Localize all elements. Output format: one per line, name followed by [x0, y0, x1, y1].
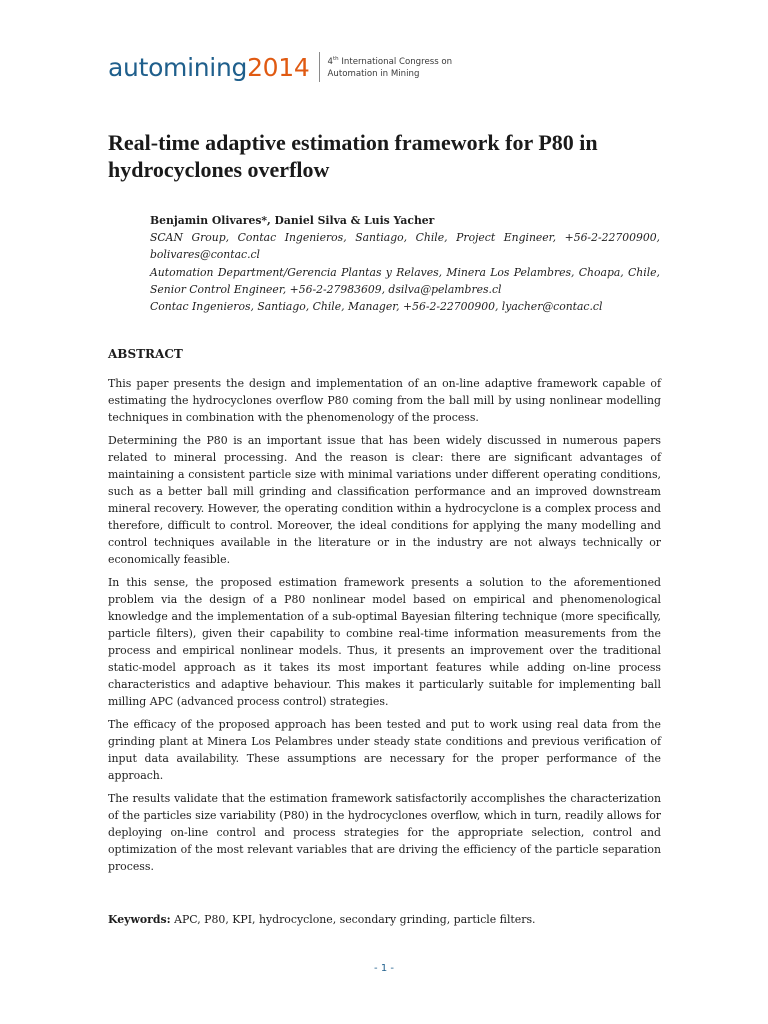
author-block: [150, 212, 660, 315]
abstract-paragraph: The results validate that the estimation framework satisfactorily accomplishes the characterization of the particles size variability (P80) in the hydrocyclones overflow, which in turn, readily allows for deploying on-line control and process strategies for the appropriate selection, control and optimization of the most relevant variables that are driving the efficiency of the particle separation process.: [108, 792, 661, 873]
congress-line-1-text: International Congress on: [338, 56, 453, 67]
affiliation-2: Automation Department/Gerencia Plantas y Relaves, Minera Los Pelambres, Choapa, Chile, Senior Control Engineer, +56-2-27983609, dsilva@pelambres.cl: [150, 265, 660, 296]
keywords: [108, 911, 661, 928]
header-divider: [319, 52, 320, 82]
congress-line-2: Automation in Mining: [327, 69, 420, 80]
abstract-paragraph: The efficacy of the proposed approach has been tested and put to work using real data from the grinding plant at Minera Los Pelambres under steady state conditions and previous verification of input data availability. These assumptions are necessary for the proper performance of the approach.: [108, 718, 661, 782]
author-names: Benjamin Olivares*, Daniel Silva & Luis Yacher: [150, 214, 435, 227]
abstract-heading: ABSTRACT: [108, 347, 183, 361]
abstract-paragraph: This paper presents the design and implementation of an on-line adaptive framework capable of estimating the hydrocyclones overflow P80 coming from the ball mill by using nonlinear modelling techniques in combination with the phenomenology of the process.: [108, 377, 661, 424]
keywords-text: APC, P80, KPI, hydrocyclone, secondary grinding, particle filters.: [170, 913, 536, 926]
logo-prefix: automining: [108, 52, 248, 82]
page-number: - 1 -: [374, 963, 394, 974]
abstract-body: [108, 375, 661, 881]
keywords-label: Keywords:: [108, 913, 171, 926]
affiliation-3: Contac Ingenieros, Santiago, Chile, Manager, +56-2-22700900, lyacher@contac.cl: [150, 300, 603, 314]
congress-ordinal: 4: [327, 56, 333, 67]
abstract-paragraph: Determining the P80 is an important issue that has been widely discussed in numerous papers related to mineral processing. And the reason is clear: there are significant advantages of maintaining a consistent particle size with minimal variations under different operating conditions, such as a better ball mill grinding and classification performance and an improved downstream mineral recovery. However, the operating condition within a hydrocyclone is a complex process and therefore, difficult to control. Moreover, the ideal conditions for applying the many modelling and control techniques available in the literature or in the industry are not always technically or economically feasible.: [108, 434, 661, 566]
congress-name: [328, 53, 453, 81]
congress-line-1: [328, 53, 453, 68]
affiliation-1: SCAN Group, Contac Ingenieros, Santiago, Chile, Project Engineer, +56-2-22700900, bolivares@contac.cl: [150, 231, 660, 262]
paper-title: Real-time adaptive estimation framework for P80 in hydrocyclones overflow: [108, 130, 598, 182]
logo-year: 2014: [247, 52, 310, 82]
conference-header: [108, 52, 452, 82]
conference-logo: [108, 52, 310, 82]
abstract-paragraph: In this sense, the proposed estimation framework presents a solution to the aforementioned problem via the design of a P80 nonlinear model based on empirical and phenomenological knowledge and the implementation of a sub-optimal Bayesian filtering technique (more specifically, particle filters), given their capability to combine real-time information measurements from the process and empirical nonlinear models. Thus, it presents an improvement over the traditional static-model approach as it takes its most important features while adding on-line process characteristics and adaptive behaviour. This makes it particularly suitable for implementing ball milling APC (advanced process control) strategies.: [108, 576, 661, 708]
congress-ordinal-suffix: th: [332, 56, 339, 63]
